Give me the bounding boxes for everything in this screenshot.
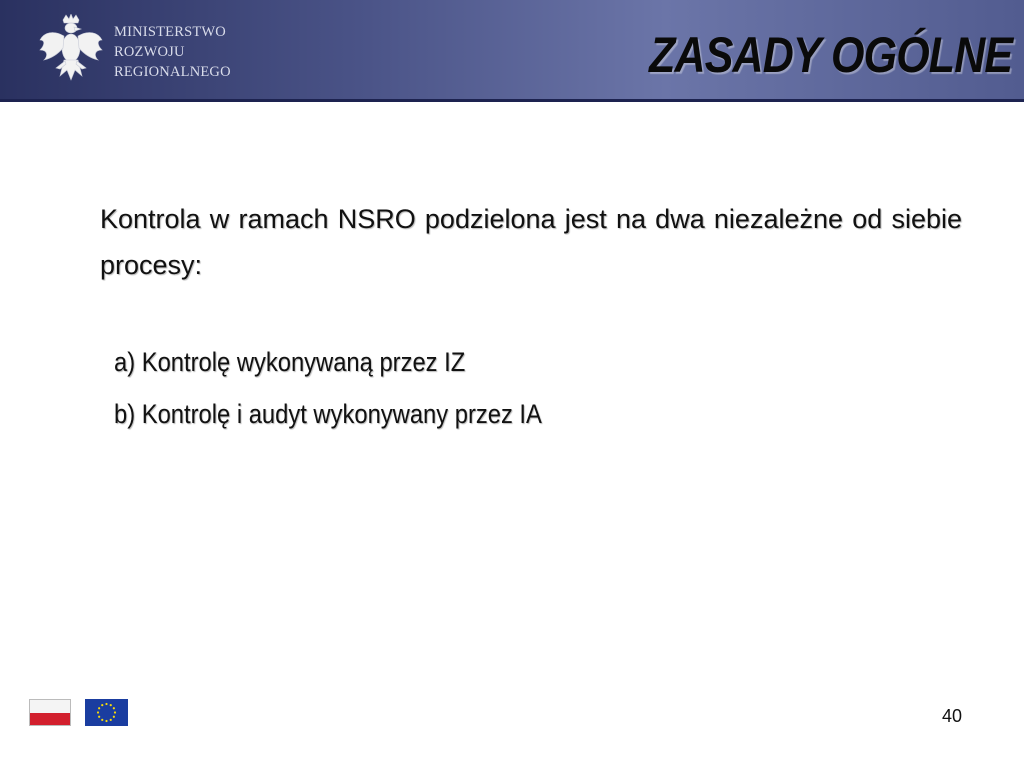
eu-star-icon: [101, 704, 103, 706]
slide-header: [0, 0, 1024, 102]
slide-title: ZASADY OGÓLNE: [648, 27, 1012, 83]
eu-star-icon: [113, 707, 115, 709]
ministry-line-1: MINISTERSTWO: [114, 24, 226, 40]
eu-star-icon: [110, 704, 112, 706]
white-eagle-emblem-icon: [38, 14, 104, 86]
list-item: b) Kontrolę i audyt wykonywany przez IA: [114, 399, 542, 429]
eu-star-icon: [110, 719, 112, 721]
eu-star-icon: [105, 703, 107, 705]
intro-paragraph: Kontrola w ramach NSRO podzielona jest na dwa niezależne od siebie procesy:: [100, 204, 962, 280]
eu-star-icon: [98, 716, 100, 718]
eu-star-icon: [113, 716, 115, 718]
ministry-line-3: REGIONALNEGO: [114, 64, 231, 80]
eu-star-icon: [105, 720, 107, 722]
ministry-line-2: ROZWOJU: [114, 44, 185, 60]
eu-star-icon: [98, 707, 100, 709]
eu-star-icon: [101, 719, 103, 721]
eu-star-icon: [114, 711, 116, 713]
polish-flag-icon: [29, 699, 71, 726]
page-number: 40: [941, 706, 962, 726]
process-list: [114, 336, 600, 440]
eu-flag-icon: [85, 699, 128, 726]
eu-star-icon: [97, 711, 99, 713]
ministry-name: [114, 22, 231, 82]
list-item: a) Kontrolę wykonywaną przez IZ: [114, 347, 466, 377]
